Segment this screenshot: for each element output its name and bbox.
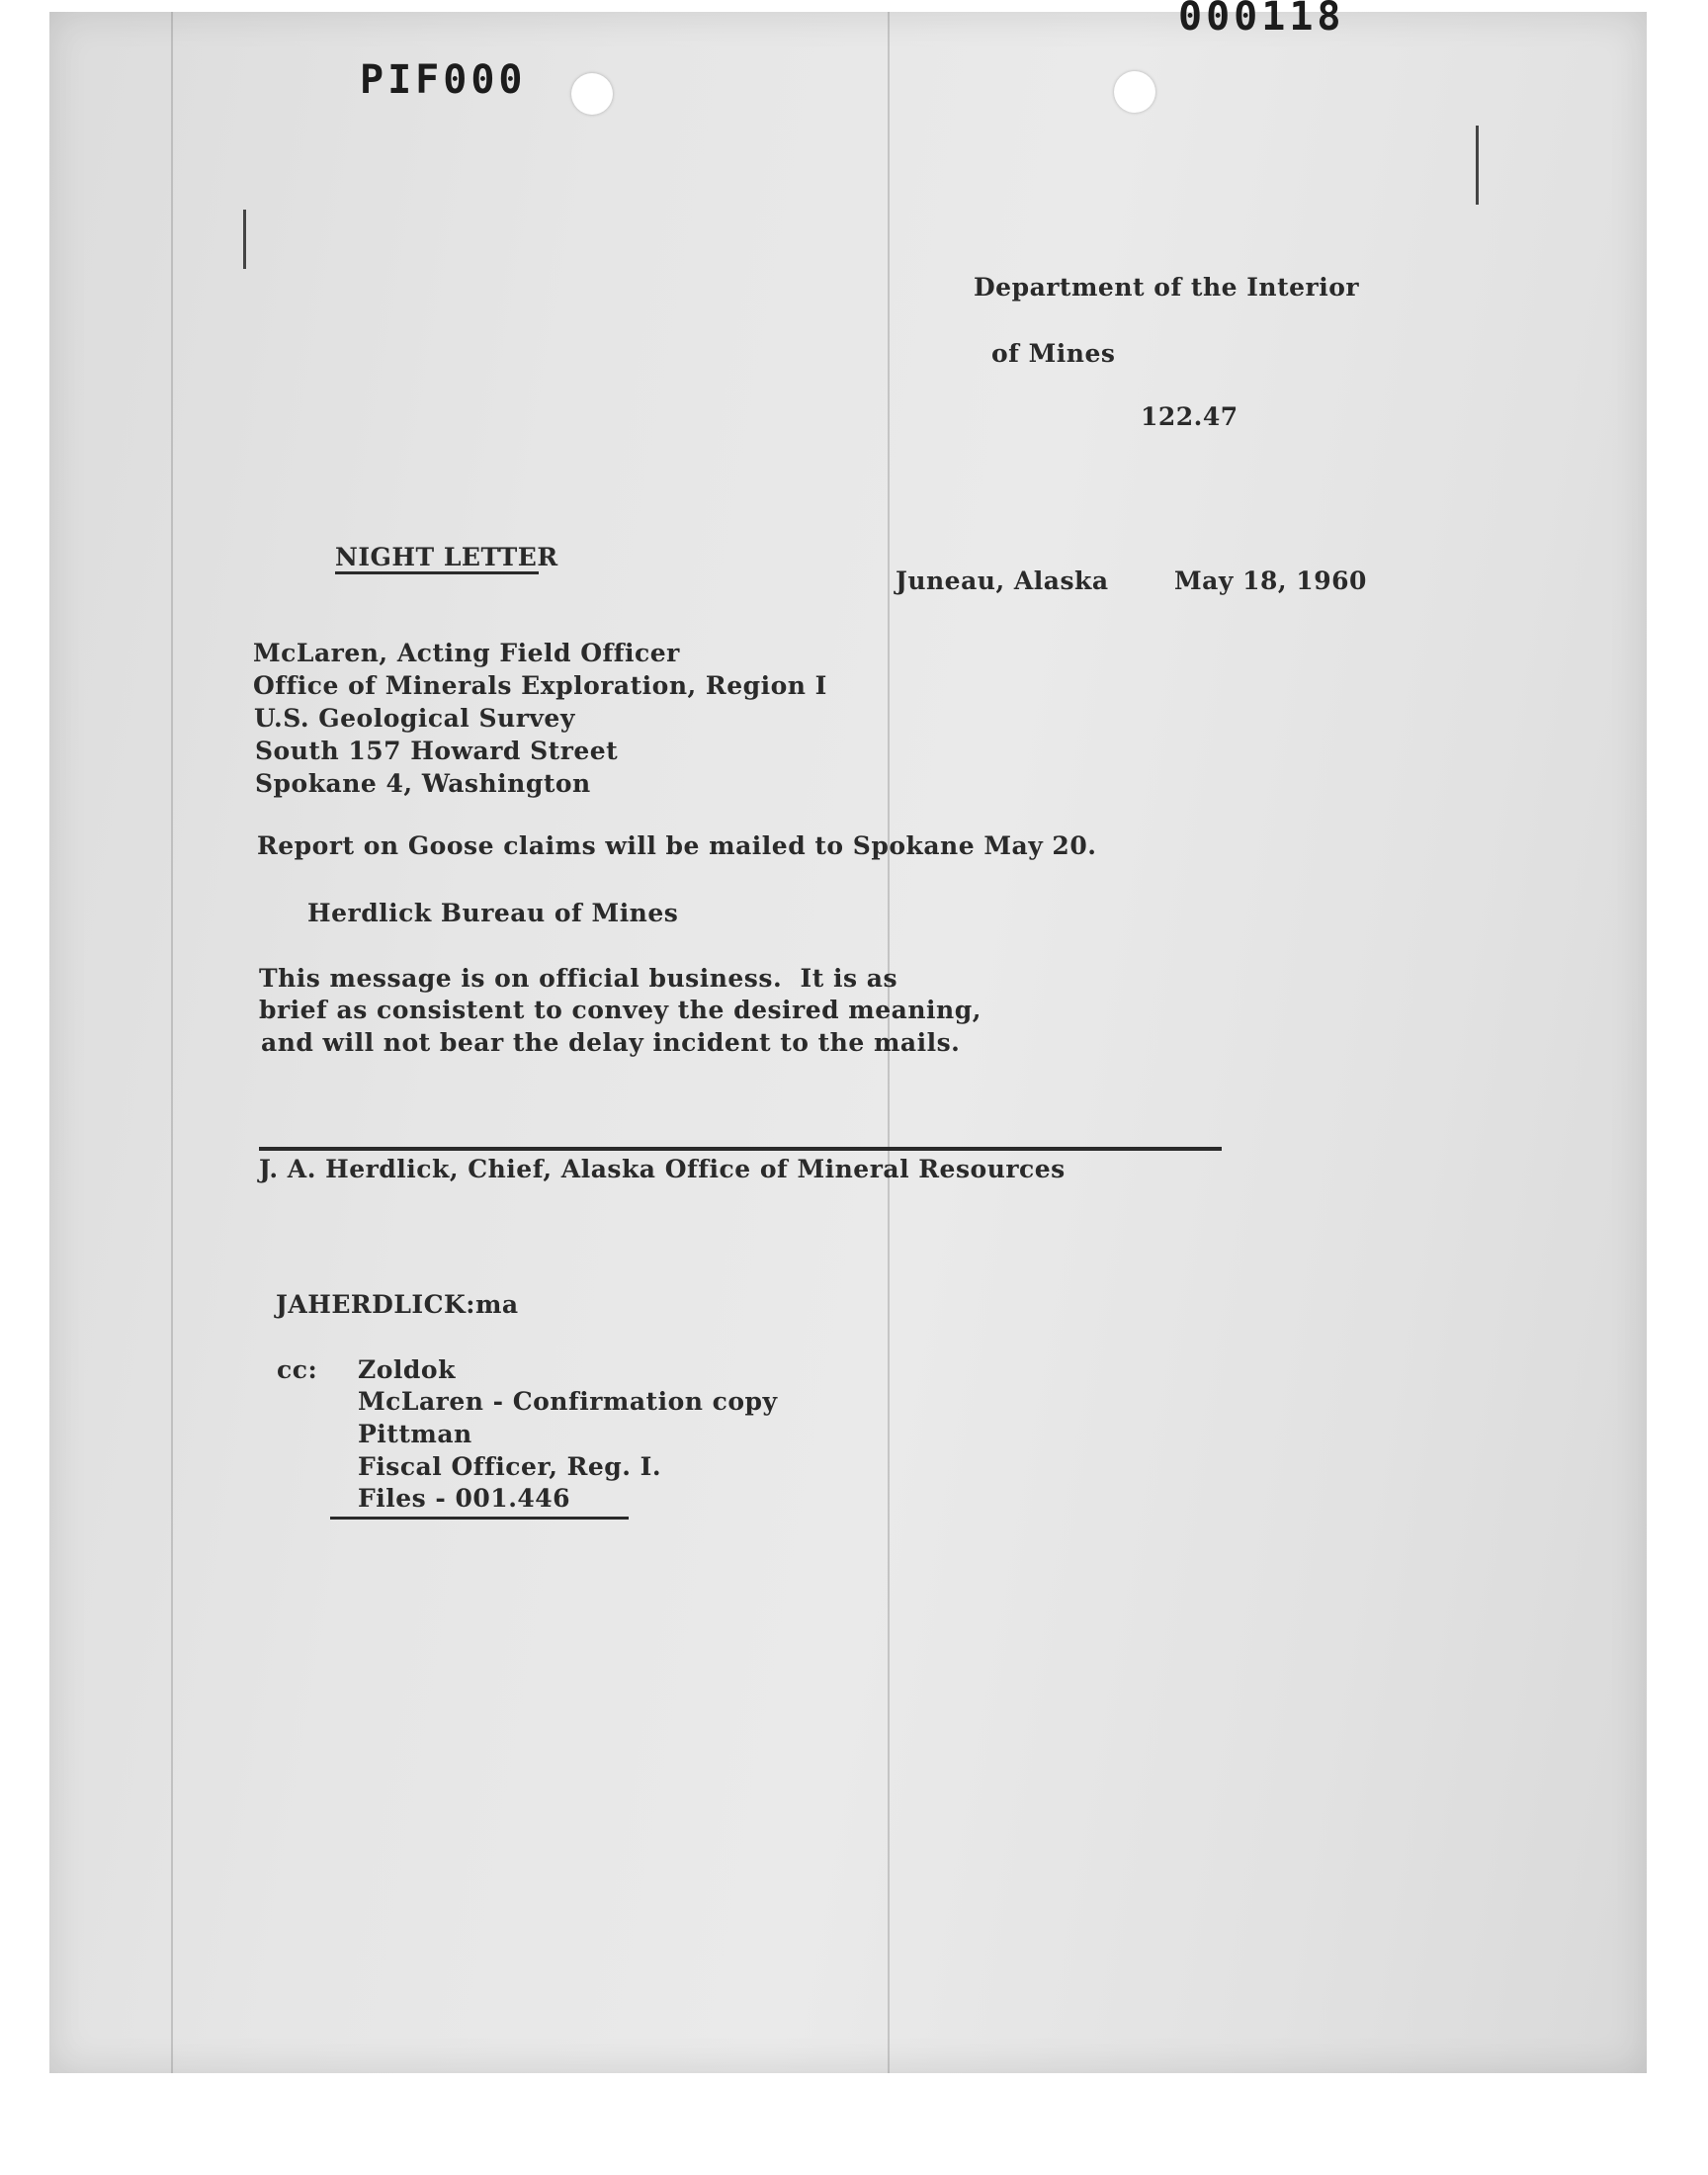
header-file-number: 122.47: [1141, 402, 1238, 431]
notice-line: brief as consistent to convey the desired meaning,: [259, 996, 982, 1024]
cc-recipient: McLaren - Confirmation copy: [358, 1387, 778, 1416]
punch-hole-left: [571, 73, 613, 115]
cc-label: cc:: [277, 1355, 318, 1384]
header-department: Department of the Interior: [974, 273, 1360, 302]
address-line: South 157 Howard Street: [255, 737, 619, 765]
notice-line: This message is on official business. It is as: [259, 964, 898, 993]
letter-type-underline: [335, 571, 539, 574]
cc-recipient: Zoldok: [358, 1355, 456, 1384]
letter-type: NIGHT LETTER: [335, 543, 558, 571]
initials: JAHERDLICK:ma: [276, 1290, 519, 1319]
punch-hole-right: [1114, 71, 1155, 113]
stamp-top-left: PIF000: [360, 57, 527, 103]
address-line: Office of Minerals Exploration, Region I: [253, 671, 827, 700]
address-line: Spokane 4, Washington: [255, 769, 591, 798]
cc-recipient: Files - 001.446: [358, 1484, 571, 1513]
margin-mark: [243, 210, 246, 269]
cc-recipient: Fiscal Officer, Reg. I.: [358, 1452, 662, 1481]
sender-line: Herdlick Bureau of Mines: [307, 899, 679, 927]
cc-recipient: Pittman: [358, 1420, 472, 1448]
address-line: McLaren, Acting Field Officer: [253, 639, 680, 667]
scan-artifact-line: [171, 12, 173, 2073]
address-line: U.S. Geological Survey: [254, 704, 575, 733]
message-body: Report on Goose claims will be mailed to Spokane May 20.: [257, 831, 1097, 860]
cc-underline: [330, 1517, 629, 1520]
header-bureau: of Mines: [991, 339, 1116, 368]
date: May 18, 1960: [1174, 566, 1367, 595]
place: Juneau, Alaska: [896, 566, 1109, 595]
notice-line: and will not bear the delay incident to the mails.: [261, 1028, 961, 1057]
signature-name: J. A. Herdlick, Chief, Alaska Office of Mineral Resources: [259, 1155, 1066, 1183]
stamp-top-right: 000118: [1178, 0, 1345, 40]
margin-mark: [1476, 126, 1479, 205]
signature-rule: [259, 1147, 1222, 1151]
